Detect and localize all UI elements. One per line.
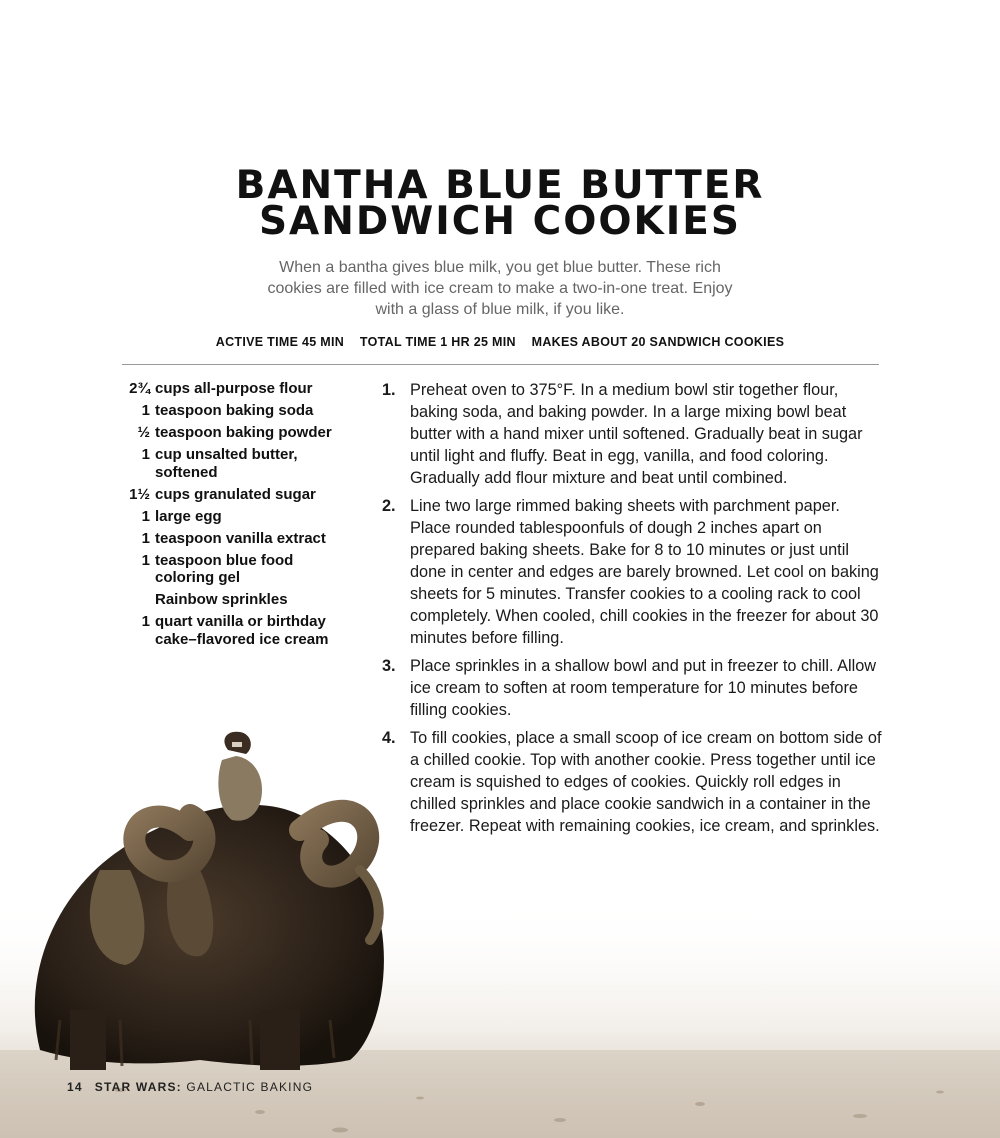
recipe-title — [0, 163, 1000, 244]
ingredient-item — [110, 613, 350, 648]
step-item — [382, 655, 882, 721]
step-item — [382, 495, 882, 649]
ingredient-item — [110, 446, 350, 481]
recipe-intro: When a bantha gives blue milk, you get blue butter. These rich cookies are filled with ice cream to make a two-in-one treat. Enjoy with a glass of blue milk, if you like. — [267, 259, 733, 318]
book-title: STAR WARS: — [94, 1080, 182, 1094]
title-line-1: BANTHA BLUE BUTTER — [235, 163, 765, 208]
ingredient-name: Rainbow sprinkles — [155, 591, 288, 608]
total-time: TOTAL TIME 1 HR 25 MIN — [359, 335, 516, 349]
ingredient-item — [110, 508, 350, 526]
ingredient-name: large egg — [155, 507, 222, 525]
ingredient-qty: 1 — [141, 446, 150, 463]
ingredient-qty: 1 — [141, 613, 150, 630]
step-text: Preheat oven to 375°F. In a medium bowl stir together flour, baking soda, and baking powder. In a large mixing bowl beat butter with a hand mixer until softened. Gradually beat in sugar until light and fluffy. Beat in egg, vanilla, and food coloring. Gradually add flour mixture and beat until combined. — [410, 381, 863, 487]
ingredient-item — [110, 402, 350, 420]
ingredient-item — [110, 486, 350, 504]
ingredient-name: teaspoon baking powder — [155, 424, 332, 441]
step-number: 1. — [382, 381, 396, 399]
ingredient-item — [110, 591, 350, 609]
yield: MAKES ABOUT 20 SANDWICH COOKIES — [531, 335, 785, 349]
step-item — [382, 727, 882, 837]
ingredient-item — [110, 380, 350, 398]
step-text: Line two large rimmed baking sheets with parchment paper. Place rounded tablespoonfuls of dough 2 inches apart on prepared baking sheets. Bake for 8 to 10 minutes or just until done in center and edges are barely browned. Let cool on baking sheets for 5 minutes. Transfer cookies to a cooling rack to cool completely. When cooled, chill cookies in the freezer for about 30 minutes before filling. — [410, 497, 879, 647]
step-text: To fill cookies, place a small scoop of ice cream on bottom side of a chilled cookie. Top with another cookie. Press together until ice cream is squished to edges of cookies. Quickly roll edges in chilled sprinkles and place cookie sandwich in a container in the freezer. Repeat with remaining cookies, ice cream, and sprinkles. — [410, 729, 882, 835]
ingredient-name: teaspoon vanilla extract — [155, 529, 326, 547]
ingredient-name: teaspoon baking soda — [155, 402, 314, 419]
ingredient-qty: ½ — [137, 424, 150, 441]
ingredient-name: cups all-purpose flour — [155, 380, 313, 397]
method-steps — [382, 379, 882, 843]
step-item — [382, 379, 882, 489]
ingredient-qty: 1 — [141, 551, 150, 569]
ingredients-list — [110, 380, 350, 653]
divider — [122, 364, 879, 365]
ingredient-item — [110, 424, 350, 442]
page-number: 14 — [67, 1080, 83, 1094]
ingredient-qty — [110, 591, 155, 609]
ingredient-qty: 2¾ — [129, 380, 150, 397]
ingredient-qty: 1 — [141, 507, 150, 525]
ingredient-item — [110, 552, 350, 587]
step-text: Place sprinkles in a shallow bowl and put in freezer to chill. Allow ice cream to soften at room temperature for 10 minutes before filling cookies. — [410, 657, 877, 719]
ingredient-name: teaspoon blue food coloring gel — [155, 551, 294, 586]
ingredient-name: quart vanilla or birthday cake–flavored ice cream — [155, 613, 329, 648]
active-time: ACTIVE TIME 45 MIN — [215, 335, 345, 349]
recipe-meta — [0, 335, 1000, 349]
title-line-2: SANDWICH COOKIES — [258, 199, 742, 244]
ingredient-item — [110, 530, 350, 548]
ingredient-name: cups granulated sugar — [155, 485, 316, 503]
ingredient-qty: 1½ — [129, 485, 150, 503]
step-number: 4. — [382, 729, 396, 747]
step-number: 3. — [382, 657, 396, 675]
step-number: 2. — [382, 497, 396, 515]
ingredient-qty: 1 — [141, 529, 150, 547]
book-subtitle: GALACTIC BAKING — [186, 1080, 314, 1094]
page-footer — [67, 1080, 313, 1094]
ingredient-name: cup unsalted butter, softened — [155, 446, 298, 481]
ingredient-qty: 1 — [141, 402, 150, 419]
